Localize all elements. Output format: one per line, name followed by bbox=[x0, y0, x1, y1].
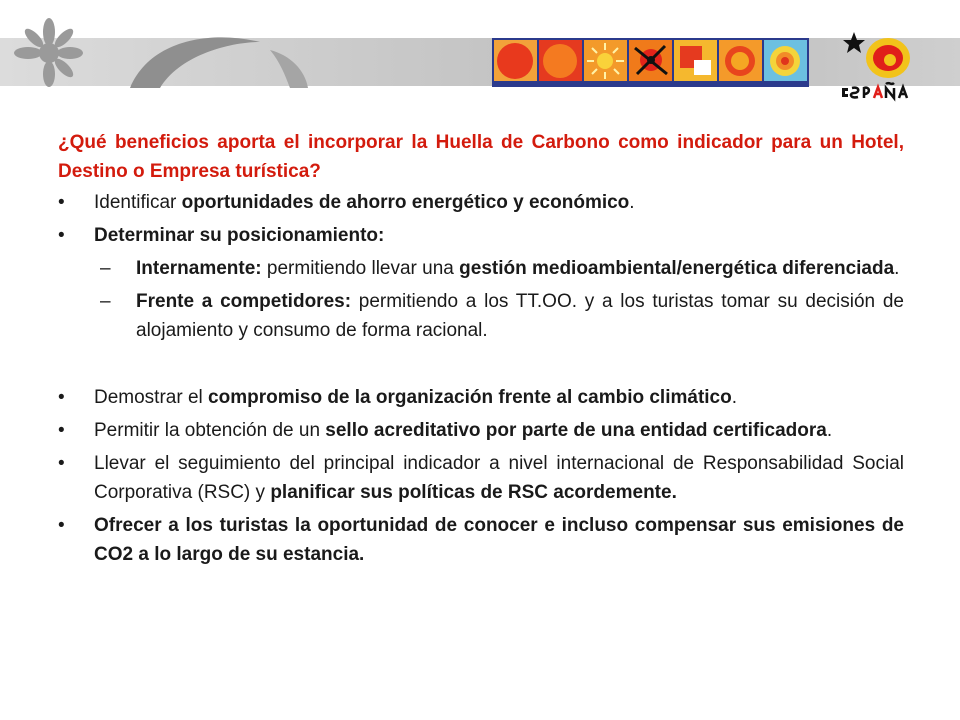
bullet-text: . bbox=[826, 420, 833, 441]
spacer bbox=[58, 349, 904, 381]
bullet-commitment bbox=[58, 383, 904, 412]
bullet-bold: sello acreditativo por parte de una entidad certificadora bbox=[325, 420, 827, 441]
sub-text: permitiendo a los TT.OO. y a los turistas tomar su decisión de alojamiento y consumo de forma racional. bbox=[136, 291, 904, 341]
sub-bold: gestión medioambiental/energética diferenciada bbox=[459, 258, 895, 279]
bullet-bold: compromiso de la organización frente al cambio climático bbox=[208, 387, 732, 408]
bullet-bold: Determinar su posicionamiento: bbox=[94, 225, 385, 246]
bullet-bold: oportunidades de ahorro energético y económico bbox=[181, 192, 630, 213]
bullet-text: Permitir la obtención de un bbox=[94, 420, 326, 441]
bullet-bold: Ofrecer a los turistas la oportunidad de conocer e incluso compensar sus emisiones de CO2 a lo largo de su estancia. bbox=[94, 515, 904, 565]
bullet-mark: • bbox=[58, 420, 65, 441]
bullet-text: . bbox=[731, 387, 737, 408]
geometric-tile bbox=[674, 40, 717, 81]
bullet-savings bbox=[58, 188, 904, 217]
orange-circle-tile bbox=[539, 40, 582, 81]
sub-text: . bbox=[894, 258, 900, 279]
logo-text: ESPAÑA bbox=[842, 108, 846, 109]
bullet-text: Demostrar el bbox=[94, 387, 209, 408]
red-circle-tile bbox=[494, 40, 537, 81]
bullet-mark: • bbox=[58, 192, 65, 213]
sub-bold: Internamente: bbox=[136, 258, 262, 279]
sub-text: permitiendo llevar una bbox=[261, 258, 460, 279]
question-heading: ¿Qué beneficios aporta el incorporar la Huella de Carbono como indicador para un Hotel, Destino o Empresa turística? bbox=[58, 132, 904, 182]
image-tiles-strip bbox=[492, 38, 809, 87]
bullet-seal bbox=[58, 416, 904, 445]
bullet-offset bbox=[58, 511, 904, 569]
dash-mark: – bbox=[100, 291, 111, 312]
bullet-text: Identificar bbox=[94, 192, 182, 213]
sub-internal bbox=[58, 254, 904, 283]
bullet-text: . bbox=[629, 192, 635, 213]
mosaic-tile bbox=[764, 40, 807, 81]
bullet-text: Llevar el seguimiento del principal indicador a nivel internacional de Responsabilidad Social Corporativa (RSC) y bbox=[94, 453, 904, 503]
bullet-mark: • bbox=[58, 515, 65, 536]
sun-star-icon bbox=[14, 18, 84, 88]
orange-sun-tile bbox=[719, 40, 762, 81]
bullet-mark: • bbox=[58, 387, 65, 408]
espana-logo bbox=[838, 28, 930, 110]
sub-bold: Frente a competidores: bbox=[136, 291, 352, 312]
bullet-positioning bbox=[58, 221, 904, 250]
sub-competitors bbox=[58, 287, 904, 345]
slide-content bbox=[58, 128, 904, 573]
figure-tile bbox=[629, 40, 672, 81]
swoosh-shape bbox=[120, 30, 310, 90]
dash-mark: – bbox=[100, 258, 111, 279]
bullet-bold: planificar sus políticas de RSC acordemente. bbox=[270, 482, 677, 503]
bullet-rsc bbox=[58, 449, 904, 507]
bullet-mark: • bbox=[58, 225, 65, 246]
bullet-mark: • bbox=[58, 453, 65, 474]
sun-rays-tile bbox=[584, 40, 627, 81]
